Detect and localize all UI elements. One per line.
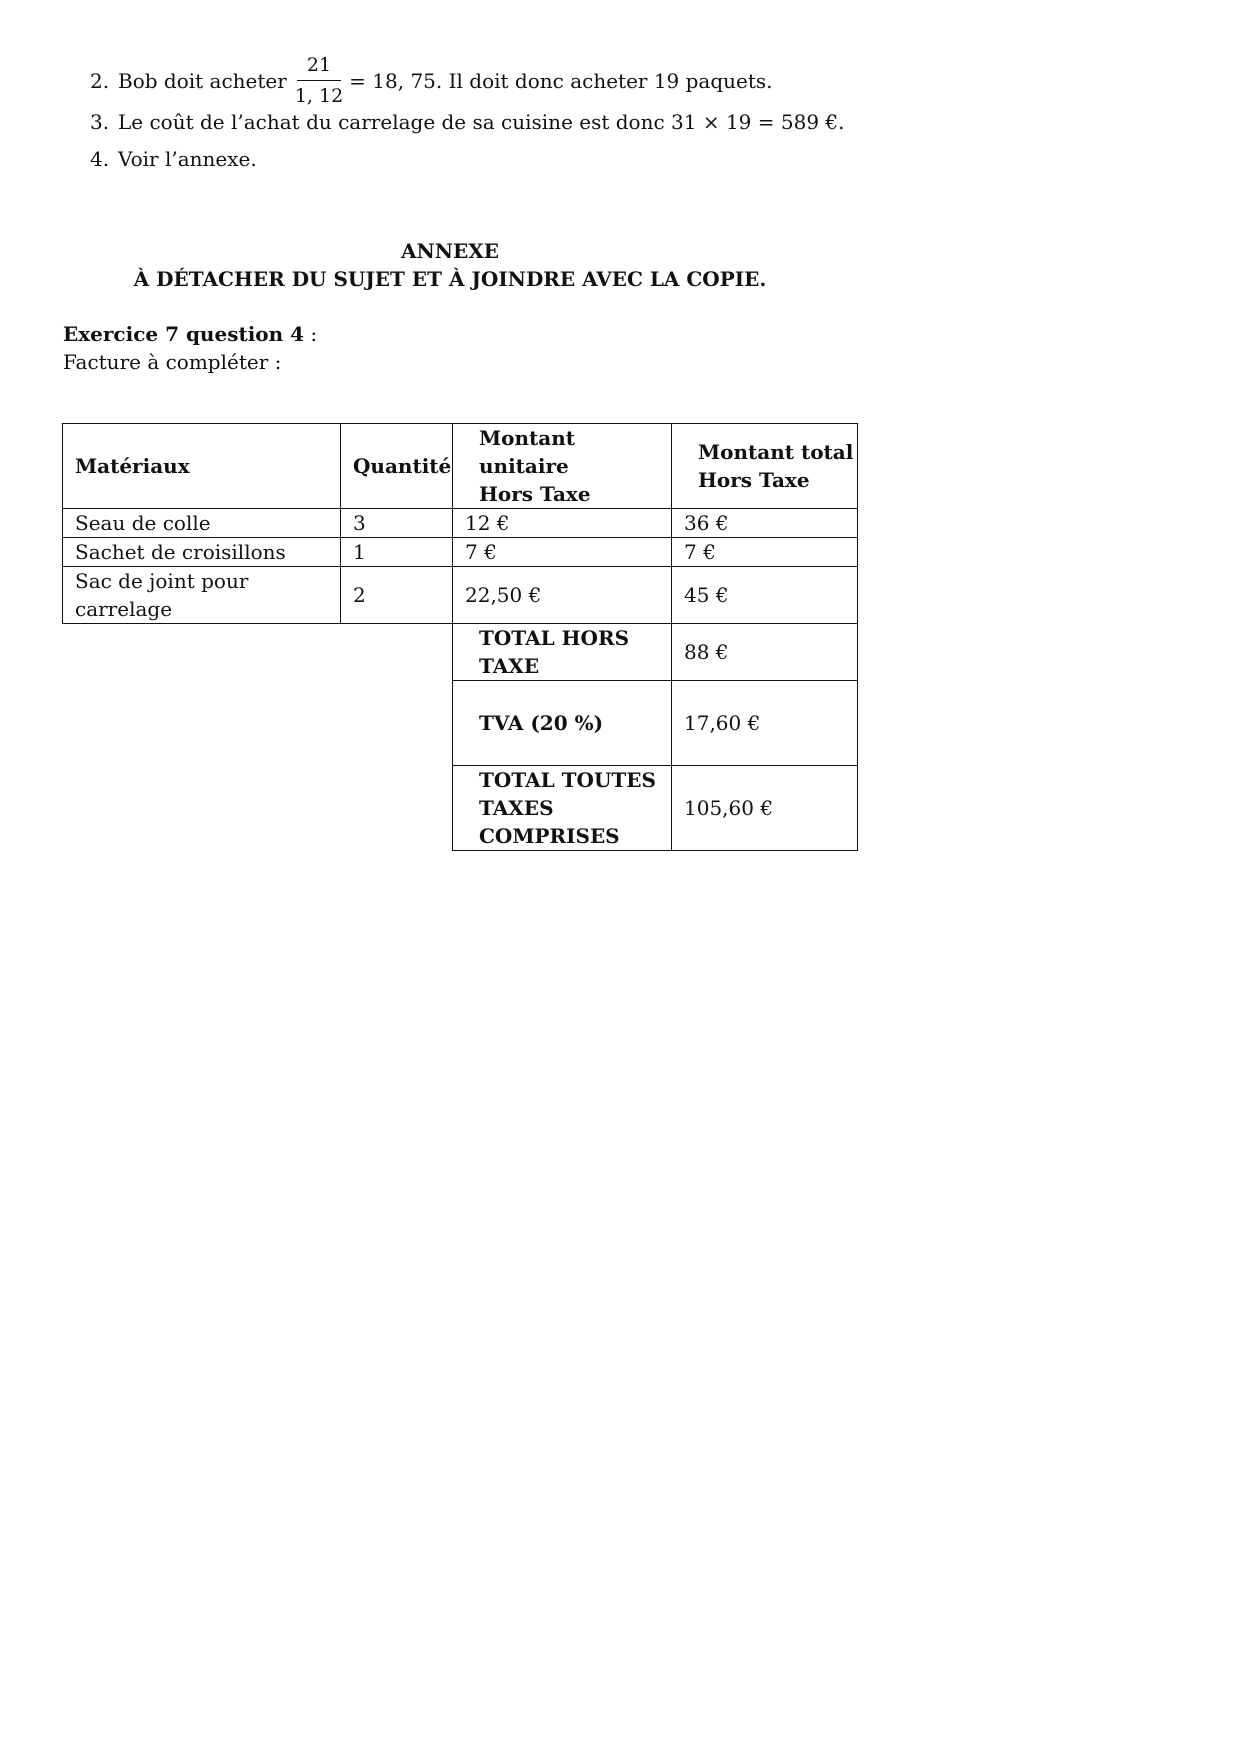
annexe-subtitle: À DÉTACHER DU SUJET ET À JOINDRE AVEC LA COPIE. [133,267,767,291]
answer-item-4 [90,147,257,171]
cell-material: Sac de joint pour carrelage [63,567,341,624]
cell-material: Seau de colle [63,509,341,538]
tva-label: TVA (20 %) [453,681,672,766]
header-materials: Matériaux [63,424,341,509]
cell-total: 36 € [672,509,858,538]
fraction-numerator: 21 [306,54,332,76]
total-ht-value: 88 € [672,624,858,681]
fraction-bar [297,80,341,81]
item-number: 4. [90,147,110,171]
header-unit-line2: Hors Taxe [479,482,591,506]
item-text: Le coût de l’achat du carrelage de sa cuisine est donc 31 × 19 = 589 €. [118,110,845,134]
total-ht-row [63,624,858,681]
header-total-line2: Hors Taxe [698,468,810,492]
answer-item-2 [90,53,773,108]
cell-quantity: 3 [341,509,453,538]
total-ht-label-line2: TAXE [479,654,540,678]
exercise-label [63,322,317,346]
cell-unit: 7 € [453,538,672,567]
cell-quantity: 1 [341,538,453,567]
annexe-title: ANNEXE [400,239,500,263]
cell-quantity: 2 [341,567,453,624]
table-row [63,567,858,624]
header-total-price [672,424,858,509]
item-number: 3. [90,110,110,134]
table-row [63,509,858,538]
cell-unit: 12 € [453,509,672,538]
total-ht-label-line1: TOTAL HORS [479,626,630,650]
item-number: 2. [90,68,110,93]
table-row [63,538,858,567]
total-ttc-label-line1: TOTAL TOUTES [479,768,656,792]
header-unit-price [453,424,672,509]
answer-item-3 [90,110,845,134]
tva-value: 17,60 € [672,681,858,766]
fraction-denominator: 1, 12 [294,85,344,107]
item-text: Voir l’annexe. [118,147,257,171]
header-unit-line1: Montant unitaire [479,426,575,478]
cell-total: 45 € [672,567,858,624]
fraction [295,53,343,108]
cell-total: 7 € [672,538,858,567]
tva-row [63,681,858,766]
cell-material: Sachet de croisillons [63,538,341,567]
item-text-before: Bob doit acheter [118,68,287,93]
total-ttc-value: 105,60 € [672,766,858,851]
total-ht-label [453,624,672,681]
item-text-after: = 18, 75. Il doit donc acheter 19 paquets. [349,68,773,93]
total-ttc-label [453,766,672,851]
table-header-row [63,424,858,509]
total-ttc-row [63,766,858,851]
exercise-label-colon: : [304,322,318,346]
header-quantity: Quantité [341,424,453,509]
total-ttc-label-line3: COMPRISES [479,824,620,848]
total-ttc-label-line2: TAXES [479,796,554,820]
exercise-label-bold: Exercice 7 question 4 [63,322,305,346]
invoice-table [62,423,858,851]
exercise-instruction: Facture à compléter : [63,350,282,374]
cell-unit: 22,50 € [453,567,672,624]
header-total-line1: Montant total [698,440,854,464]
